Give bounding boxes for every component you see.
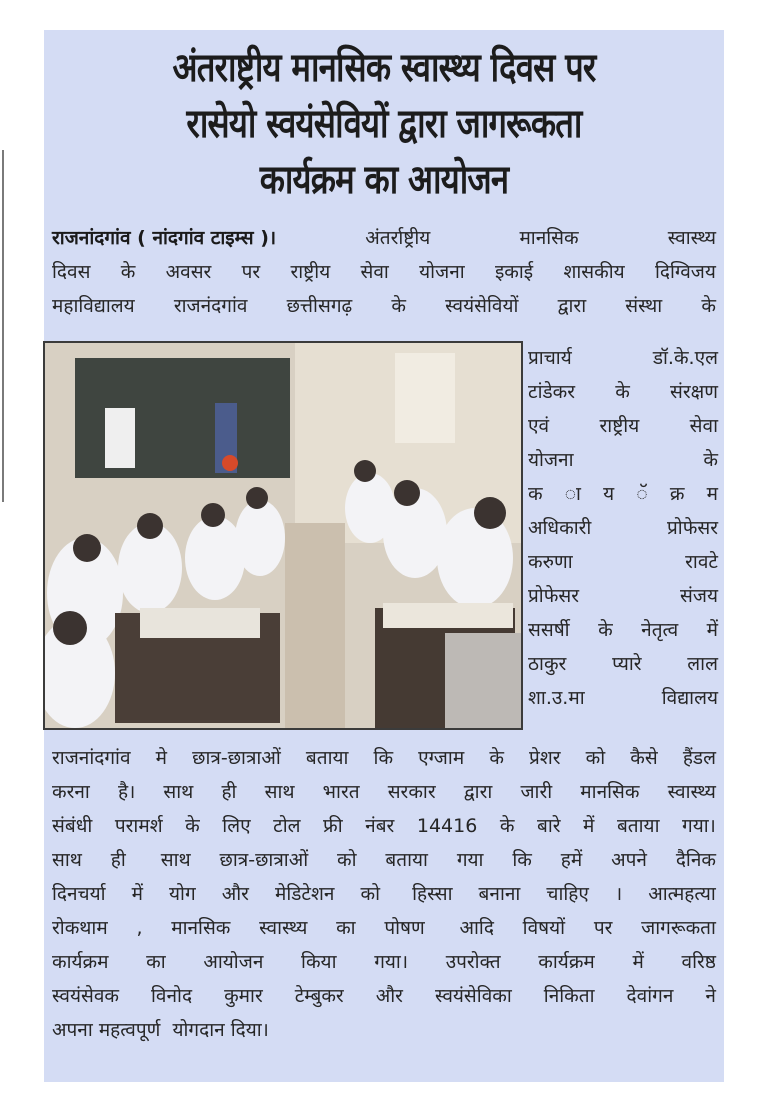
side-line-4: योजना के — [528, 449, 718, 471]
side-line-5: क ा य ॅ क्र म — [528, 483, 718, 505]
side-line-11: शा.उ.मा विद्यालय — [528, 687, 718, 709]
closing-line: अपना महत्वपूर्ण योगदान दिया। — [52, 1019, 269, 1041]
side-line-6: अधिकारी प्रोफेसर — [528, 517, 718, 539]
side-line-1: प्राचार्य डॉ.के.एल — [528, 347, 718, 369]
classroom-photo — [43, 341, 523, 730]
body-line-1: राजनांदगांव मे छात्र-छात्राओं बताया कि एग्जाम के प्रेशर को कैसे हैंडल — [52, 747, 716, 769]
classroom-photo-illustration — [45, 343, 521, 728]
headline — [105, 40, 663, 208]
headline-line-1: अंतराष्ट्रीय मानसिक स्वास्थ्य दिवस पर — [172, 45, 596, 91]
side-line-9: ससर्षी के नेतृत्व में — [528, 619, 718, 641]
intro-line-2: दिवस के अवसर पर राष्ट्रीय सेवा योजना इकाई शासकीय दिग्विजय — [52, 261, 716, 283]
dateline: राजनांदगांव ( नांदगांव टाइम्स )। — [52, 227, 277, 249]
headline-line-3: कार्यक्रम का आयोजन — [259, 157, 509, 203]
side-line-8: प्रोफेसर संजय — [528, 585, 718, 607]
side-line-10: ठाकुर प्यारे लाल — [528, 653, 718, 675]
side-line-7: करुणा रावटे — [528, 551, 718, 573]
body-line-5: दिनचर्या में योग और मेडिटेशन को हिस्सा बनाना चाहिए । आत्महत्या — [52, 883, 716, 905]
helpline-number: 14416 — [416, 815, 478, 837]
side-column — [528, 341, 718, 715]
body-line-6: रोकथाम , मानसिक स्वास्थ्य का पोषण आदि विषयों पर जागरूकता — [52, 917, 716, 939]
side-line-3: एवं राष्ट्रीय सेवा — [528, 415, 718, 437]
body-line-7: कार्यक्रम का आयोजन किया गया। उपरोक्त कार्यक्रम में वरिष्ठ — [52, 951, 716, 973]
news-clipping — [44, 30, 724, 1082]
page-edge-divider — [2, 150, 4, 502]
body-line-4: साथ ही साथ छात्र-छात्राओं को बताया गया कि हमें अपने दैनिक — [52, 849, 716, 871]
side-line-2: टांडेकर के संरक्षण — [528, 381, 718, 403]
body-line-8: स्वयंसेवक विनोद कुमार टेम्बुकर और स्वयंसेविका निकिता देवांगन ने — [52, 985, 716, 1007]
body-line-2: करना है। साथ ही साथ भारत सरकार द्वारा जारी मानसिक स्वास्थ्य — [52, 781, 716, 803]
intro-line-1: राजनांदगांव ( नांदगांव टाइम्स )। अंतर्राष्ट्रीय मानसिक स्वास्थ्य — [52, 221, 716, 255]
body-line-3: संबंधी परामर्श के लिए टोल फ्री नंबर 14416 के बारे में बताया गया। — [52, 809, 716, 843]
intro-line-3: महाविद्यालय राजनंदगांव छत्तीसगढ़ के स्वयंसेवियों द्वारा संस्था के — [52, 295, 716, 317]
headline-line-2: रासेयो स्वयंसेवियों द्वारा जागरूकता — [186, 101, 582, 147]
